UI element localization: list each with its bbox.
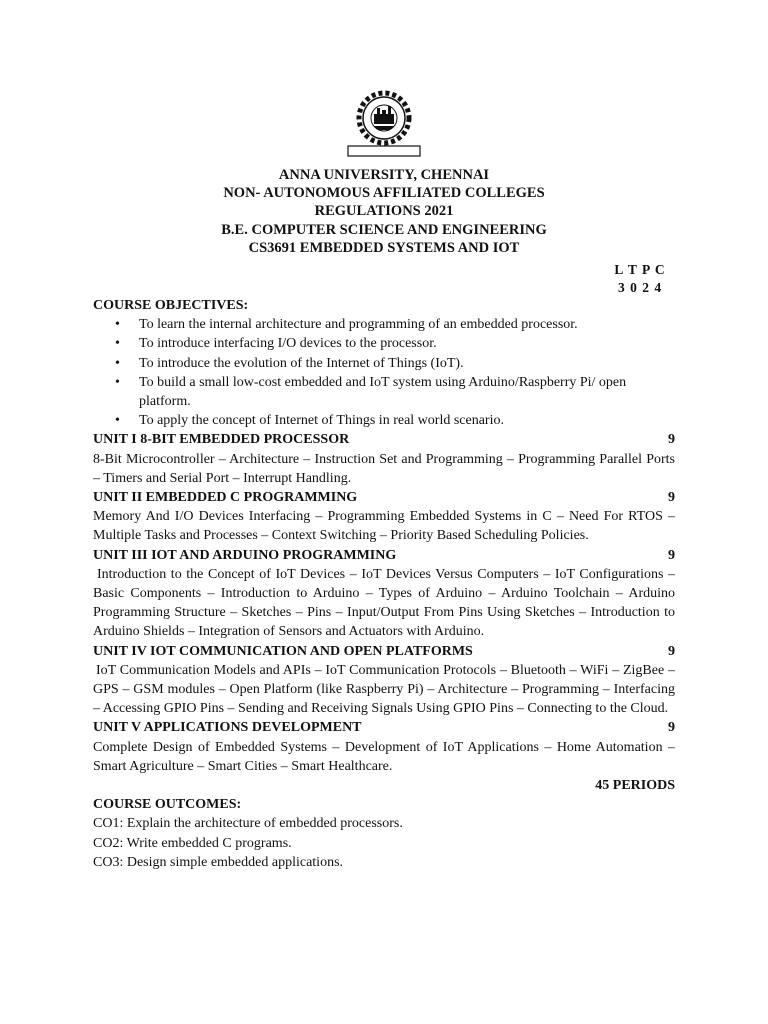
motto-banner <box>348 146 420 156</box>
unit-1-hours: 9 <box>668 432 675 448</box>
outcome-item: CO1: Explain the architecture of embedded processors. <box>93 816 403 832</box>
outcome-item: CO2: Write embedded C programs. <box>93 835 292 851</box>
total-periods: 45 PERIODS <box>595 778 675 794</box>
unit-3-content: Introduction to the Concept of IoT Devices – IoT Devices Versus Computers – IoT Configurations – Basic Components – Introduction to Arduino – Types of Arduino – Arduino Toolchain – Arduino Programming Structure – Sketches – Pins – Input/Output From Pins Using Sketches – Introduction to Arduino Shields – Integration of Sensors and Actuators with Arduino. <box>93 566 675 640</box>
colleges-line: NON- AUTONOMOUS AFFILIATED COLLEGES <box>223 185 545 202</box>
unit-1-heading: UNIT I 8-BIT EMBEDDED PROCESSOR 9 <box>93 430 675 449</box>
unit-4-hours: 9 <box>668 643 675 659</box>
syllabus-content <box>93 296 675 872</box>
university-name: ANNA UNIVERSITY, CHENNAI <box>278 167 490 183</box>
document-header <box>0 166 768 257</box>
objectives-heading: COURSE OBJECTIVES: <box>93 298 249 313</box>
degree-line: B.E. COMPUTER SCIENCE AND ENGINEERING <box>221 221 547 238</box>
unit-5-content: Complete Design of Embedded Systems – Development of IoT Applications – Home Automation – Smart Agriculture – Smart Cities – Smart Healthcare. <box>93 739 675 774</box>
ltpc-values: 3 0 2 4 <box>617 280 663 295</box>
objectives-list <box>93 315 675 430</box>
unit-4-heading: UNIT IV IOT COMMUNICATION AND OPEN PLATFORMS 9 <box>93 642 675 661</box>
unit-1-content: 8-Bit Microcontroller – Architecture – Instruction Set and Programming – Programming Parallel Ports – Timers and Serial Port – Interrupt Handling. <box>93 451 675 486</box>
ltpc-label: L T P C <box>614 262 666 277</box>
objective-item: • To learn the internal architecture and programming of an embedded processor. <box>139 315 675 334</box>
unit-5-heading: UNIT V APPLICATIONS DEVELOPMENT 9 <box>93 718 675 737</box>
anna-university-logo <box>344 88 424 162</box>
objective-item: • To apply the concept of Internet of Things in real world scenario. <box>139 411 675 430</box>
gear-emblem <box>359 93 409 143</box>
objective-item: • To introduce interfacing I/O devices to the processor. <box>139 334 675 353</box>
course-title: CS3691 EMBEDDED SYSTEMS AND IOT <box>248 239 520 256</box>
objective-item: • To introduce the evolution of the Internet of Things (IoT). <box>139 354 675 373</box>
regulations-line: REGULATIONS 2021 <box>314 203 454 220</box>
unit-5-hours: 9 <box>668 720 675 736</box>
outcome-item: CO3: Design simple embedded applications. <box>93 854 344 870</box>
unit-2-content: Memory And I/O Devices Interfacing – Programming Embedded Systems in C – Need For RTOS – Multiple Tasks and Processes – Context Switching – Priority Based Scheduling Policies. <box>93 509 675 544</box>
outcomes-heading: COURSE OUTCOMES: <box>93 797 242 813</box>
unit-3-heading: UNIT III IOT AND ARDUINO PROGRAMMING 9 <box>93 546 675 565</box>
unit-2-heading: UNIT II EMBEDDED C PROGRAMMING 9 <box>93 488 675 507</box>
objective-item: • To build a small low-cost embedded and IoT system using Arduino/Raspberry Pi/ open platform. <box>139 373 675 411</box>
unit-2-hours: 9 <box>668 490 675 506</box>
unit-3-hours: 9 <box>668 547 675 563</box>
unit-4-content: IoT Communication Models and APIs – IoT Communication Protocols – Bluetooth – WiFi – ZigBee – GPS – GSM modules – Open Platform (like Raspberry Pi) – Architecture – Programming – Interfacing – Accessing GPIO Pins – Sending and Receiving Signals Using GPIO Pins – Connecting to the Cloud. <box>93 662 675 717</box>
